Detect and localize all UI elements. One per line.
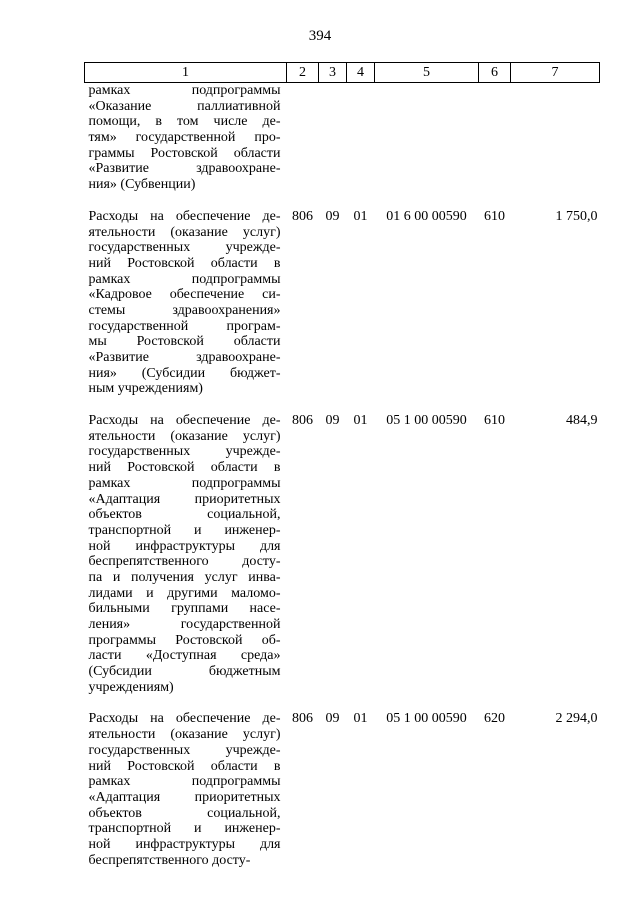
subsection-cell <box>347 83 375 209</box>
description-line: тям» государственной про- <box>88 130 281 146</box>
amount-cell: 484,9 <box>566 413 598 429</box>
amount-cell: 2 294,0 <box>555 711 598 727</box>
description-line: ной инфраструктуры для <box>88 836 281 852</box>
header-col-4: 4 <box>347 63 375 83</box>
description-line: ятельности (оказание услуг) <box>88 727 281 743</box>
description-line: Расходы на обеспечение де- <box>88 711 281 727</box>
expense-type-cell <box>479 83 511 209</box>
description-line: ятельности (оказание услуг) <box>88 224 281 240</box>
description-line: рамках подпрограммы <box>88 271 281 287</box>
description-line: помощи, в том числе де- <box>88 114 281 130</box>
ministry-code-cell: 806 <box>292 208 313 224</box>
description-line: ласти «Доступная среда» <box>88 648 281 664</box>
target-article-cell <box>375 83 479 209</box>
description-line: беспрепятственного досту- <box>88 852 251 868</box>
table-body <box>85 83 600 885</box>
section-cell: 09 <box>325 413 340 429</box>
description-line: ния» (Субсидии бюджет- <box>88 365 281 381</box>
description-line: «Адаптация приоритетных <box>88 491 281 507</box>
header-col-2: 2 <box>287 63 319 83</box>
header-col-5: 5 <box>375 63 479 83</box>
description-line: Расходы на обеспечение де- <box>88 413 281 429</box>
subsection-cell: 01 <box>353 711 368 727</box>
header-col-7: 7 <box>511 63 600 83</box>
row-description <box>85 209 287 413</box>
section-cell: 09 <box>325 208 340 224</box>
table-row <box>85 711 600 884</box>
description-line: «Адаптация приоритетных <box>88 789 281 805</box>
subsection-cell: 01 <box>353 208 368 224</box>
ministry-code-cell <box>287 83 319 209</box>
page-number: 394 <box>308 28 332 44</box>
description-line: ятельности (оказание услуг) <box>88 428 281 444</box>
description-line: ления» государственной <box>88 617 281 632</box>
table-row <box>85 413 600 711</box>
row-description <box>85 711 287 884</box>
description-line: ния» (Субвенции) <box>88 177 196 193</box>
description-line: лидами и другими маломо- <box>88 585 281 601</box>
description-line: «Кадровое обеспечение си- <box>88 287 281 303</box>
header-col-1: 1 <box>85 63 287 83</box>
description-line: ний Ростовской области в <box>88 460 281 476</box>
description-line: государственных учрежде- <box>88 240 281 256</box>
description-line: учреждениям) <box>88 679 174 695</box>
description-line: «Развитие здравоохране- <box>88 161 281 177</box>
description-line: объектов социальной, <box>88 805 281 821</box>
amount-cell <box>511 83 600 209</box>
description-line: беспрепятственного досту- <box>88 554 281 570</box>
amount-cell: 1 750,0 <box>555 208 598 224</box>
table-row <box>85 209 600 413</box>
description-line: ным учреждениям) <box>88 381 203 397</box>
ministry-code-cell: 806 <box>292 711 313 727</box>
description-line: государственных учрежде- <box>88 444 281 460</box>
target-article-cell: 05 1 00 00590 <box>386 413 467 429</box>
header-row <box>85 63 600 83</box>
table-row <box>85 83 600 209</box>
section-cell <box>319 83 347 209</box>
description-line: программы Ростовской об- <box>88 632 281 648</box>
section-cell: 09 <box>325 711 340 727</box>
expense-type-cell: 610 <box>484 208 505 224</box>
expense-type-cell: 620 <box>484 711 505 727</box>
target-article-cell: 05 1 00 00590 <box>386 711 467 727</box>
description-line: стемы здравоохранения» <box>88 302 281 318</box>
ministry-code-cell: 806 <box>292 413 313 429</box>
description-line: ний Ростовской области в <box>88 255 281 271</box>
expense-type-cell: 610 <box>484 413 505 429</box>
description-line: (Субсидии бюджетным <box>88 664 281 680</box>
description-line: рамках подпрограммы <box>88 774 281 790</box>
budget-table <box>84 62 600 884</box>
description-line: мы Ростовской области <box>88 334 281 350</box>
description-line: «Развитие здравоохране- <box>88 350 281 365</box>
description-line: «Оказание паллиативной <box>88 98 281 114</box>
description-line: объектов социальной, <box>88 507 281 523</box>
description-line: бильными группами насе- <box>88 601 281 617</box>
description-line: ной инфраструктуры для <box>88 538 281 554</box>
description-line: ний Ростовской области в <box>88 758 281 774</box>
header-col-6: 6 <box>479 63 511 83</box>
header-col-3: 3 <box>319 63 347 83</box>
row-description <box>85 83 287 209</box>
description-line: транспортной и инженер- <box>88 821 281 837</box>
description-line: граммы Ростовской области <box>88 145 281 161</box>
description-line: государственных учрежде- <box>88 742 281 758</box>
subsection-cell: 01 <box>353 413 368 429</box>
target-article-cell: 01 6 00 00590 <box>386 208 467 224</box>
description-line: государственной програм- <box>88 318 281 334</box>
description-line: рамках подпрограммы <box>88 475 281 491</box>
description-line: транспортной и инженер- <box>88 522 281 538</box>
description-line: рамках подпрограммы <box>88 83 281 98</box>
description-line: Расходы на обеспечение де- <box>88 208 281 224</box>
row-description <box>85 413 287 711</box>
description-line: па и получения услуг инва- <box>88 569 281 585</box>
